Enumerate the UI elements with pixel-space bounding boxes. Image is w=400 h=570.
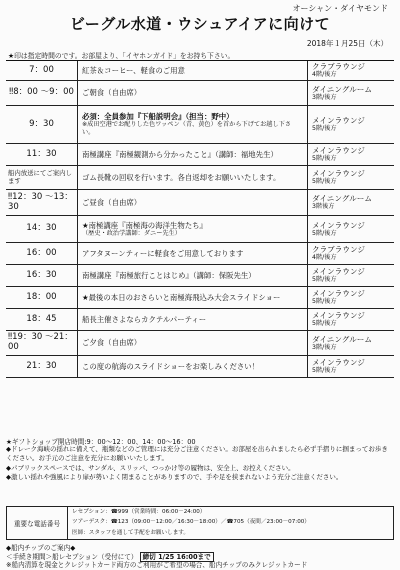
place-name: メインラウンジ [312,220,365,230]
schedule-row [6,190,394,216]
row-place [308,216,394,242]
place-name: メインラウンジ [312,358,365,368]
event-text: ご夕食（自由席） [82,338,142,348]
contact-lines [68,507,393,539]
schedule-row [6,265,394,287]
place-name: クラブラウンジ [312,245,365,255]
event-subtext: （歴史・政治学講師：ダニー先生） [82,229,181,237]
place-name: ダイニングルーム [312,84,372,94]
place-floor: 3階/後方 [312,343,337,351]
tip-line: ＜手続き期間＞船レセプション（受付にて） [6,552,138,561]
schedule-table [6,60,394,378]
row-time: 船内放送にてご案内します [6,166,78,189]
place-name: メインラウンジ [312,311,365,321]
place-name: クラブラウンジ [312,62,365,72]
place-name: ダイニングルーム [312,334,372,344]
event-text: ご昼食（自由席） [82,197,142,207]
gift-shop-hours: ★ギフトショップ開店時間:9：00～12：00、14：00～16：00 [6,438,196,446]
row-place [308,144,394,165]
place-name: ダイニングルーム [312,194,372,204]
event-text: ご朝食（自由席） [82,88,142,98]
tip-procedure [6,553,394,562]
guide-item: ◆激しい揺れや強風により扉が勢いよく閉まることがありますので、手や足を挟まれないよう充分ご注意ください。 [6,473,343,482]
event-text: 船長主催さよならカクテルパーティー [82,314,207,324]
place-floor: 5階/後方 [312,367,337,375]
row-time: 21：30 [6,356,78,377]
tip-body: ※船内清算を現金とクレジットカード両方のご利用がご希望の場合、船内チップのみクレジットカード [6,561,308,570]
row-time: ‼12：30 ～13：30 [6,190,78,215]
event-subtext: ※成田空港でお配りした色ワッペン（青、黄色）を首から下げてお越し下さい。 [82,121,292,137]
row-place [308,81,394,105]
row-time: 16：00 [6,243,78,264]
schedule-row [6,166,394,190]
place-name: メインラウンジ [312,169,365,179]
row-place [308,309,394,330]
contact-line: 医師：スタッフを通して手配をお願いします。 [72,529,190,536]
tip-section [6,544,394,570]
event-text: 南極講座『南極観測から分かったこと』（講師：福地先生） [82,149,278,159]
brand-name: オーシャン・ダイヤモンド [292,4,388,13]
safety-guide [6,445,394,483]
place-floor: 3階後方 [312,203,335,211]
row-place [308,265,394,286]
place-floor: 5階/後方 [312,155,337,163]
tip-heading: ◆船内チップのご案内◆ [6,544,76,552]
schedule-row [6,81,394,106]
schedule-row [6,144,394,166]
event-text: ★南極講座『南極海の海洋生物たち』 [82,220,207,230]
row-event [78,331,308,355]
guide-item: ◆パブリックスペースでは、サンダル、スリッパ、つっかけ等の履物は、安全上、お控えください。 [6,463,295,472]
place-name: メインラウンジ [312,289,365,299]
place-floor: 4階/後方 [312,254,337,262]
place-name: メインラウンジ [312,146,365,156]
page-title: ビーグル水道・ウシュアイアに向けて [69,15,331,33]
event-text: 必須：全員参加『下船説明会』（担当：野中） [82,112,234,122]
schedule-row [6,61,394,81]
row-time: ‼19：30 ～21：00 [6,331,78,355]
schedule-row [6,356,394,378]
event-text: この度の航海のスライドショーをお楽しみください！ [82,361,260,371]
schedule-row [6,216,394,243]
row-place [308,356,394,377]
row-place [308,243,394,264]
header-note: ★印は指定時間のです。お部屋より、「イヤホンガイド」をお持ち下さい。 [8,52,235,60]
place-floor: 3階/後方 [312,93,337,101]
row-event [78,287,308,308]
row-time: 18：00 [6,287,78,308]
row-event [78,61,308,80]
date-line: 2018年１月25日（木） [306,39,388,48]
schedule-row [6,287,394,309]
row-time: 7：00 [6,61,78,80]
row-place [308,106,394,143]
row-time: 11：30 [6,144,78,165]
row-time: 16：30 [6,265,78,286]
place-floor: 5階/後方 [312,229,337,237]
schedule-row [6,243,394,265]
place-name: メインラウンジ [312,267,365,277]
place-floor: 5階/後方 [312,178,337,186]
row-event [78,106,308,143]
contact-box [6,506,394,540]
row-event [78,216,308,242]
row-event [78,81,308,105]
contact-label: 重要な電話番号 [7,507,68,539]
row-event [78,309,308,330]
contact-line: ツアーデスク：☎123（09:00－12:00／16:30－18:00）／☎705（夜間／23:00－07:00） [72,519,310,526]
schedule-row [6,309,394,331]
event-text: アフタヌーンティーに軽食をご用意しております [82,248,244,258]
event-text: 南極講座『南極旅行ことはじめ』（講師：保阪先生） [82,270,256,280]
row-place [308,190,394,215]
row-event [78,166,308,189]
row-event [78,243,308,264]
row-event [78,356,308,377]
row-place [308,166,394,189]
event-text: ★最後の本日のおさらいと南極海飛込み大会スライドショー [82,292,281,302]
row-time: 14：30 [6,216,78,242]
guide-item: ◆ドレーク海峡の揺れに備えて、瓶類などのご管理には充分ご注意ください。お部屋を出られましたら必ず手摺りに掴まってお歩きください。お手元のご注意を充分にお願いいたします。 [6,445,388,462]
place-floor: 5階/後方 [312,298,337,306]
row-event [78,265,308,286]
row-time: 18：45 [6,309,78,330]
row-event [78,144,308,165]
deadline-badge: 締切 1/25 16:00まで [140,552,214,562]
place-name: メインラウンジ [312,116,365,126]
row-place [308,61,394,80]
place-floor: 5階/後方 [312,320,337,328]
row-time: 9：30 [6,106,78,143]
schedule-row [6,106,394,144]
row-time: ‼8：00 ～9：00 [6,81,78,105]
place-floor: 5階/後方 [312,125,337,133]
event-text: 紅茶＆コーヒー、軽食のご用意 [82,65,185,75]
place-floor: 4階/後方 [312,71,337,79]
event-text: ゴム長靴の回収を行います。各自返却をお願いいたします。 [82,172,281,182]
place-floor: 5階/後方 [312,276,337,284]
row-event [78,190,308,215]
schedule-row [6,331,394,356]
row-place [308,287,394,308]
row-place [308,331,394,355]
contact-line: レセプション：☎999（営業時間：06:00－24:00） [72,509,206,515]
